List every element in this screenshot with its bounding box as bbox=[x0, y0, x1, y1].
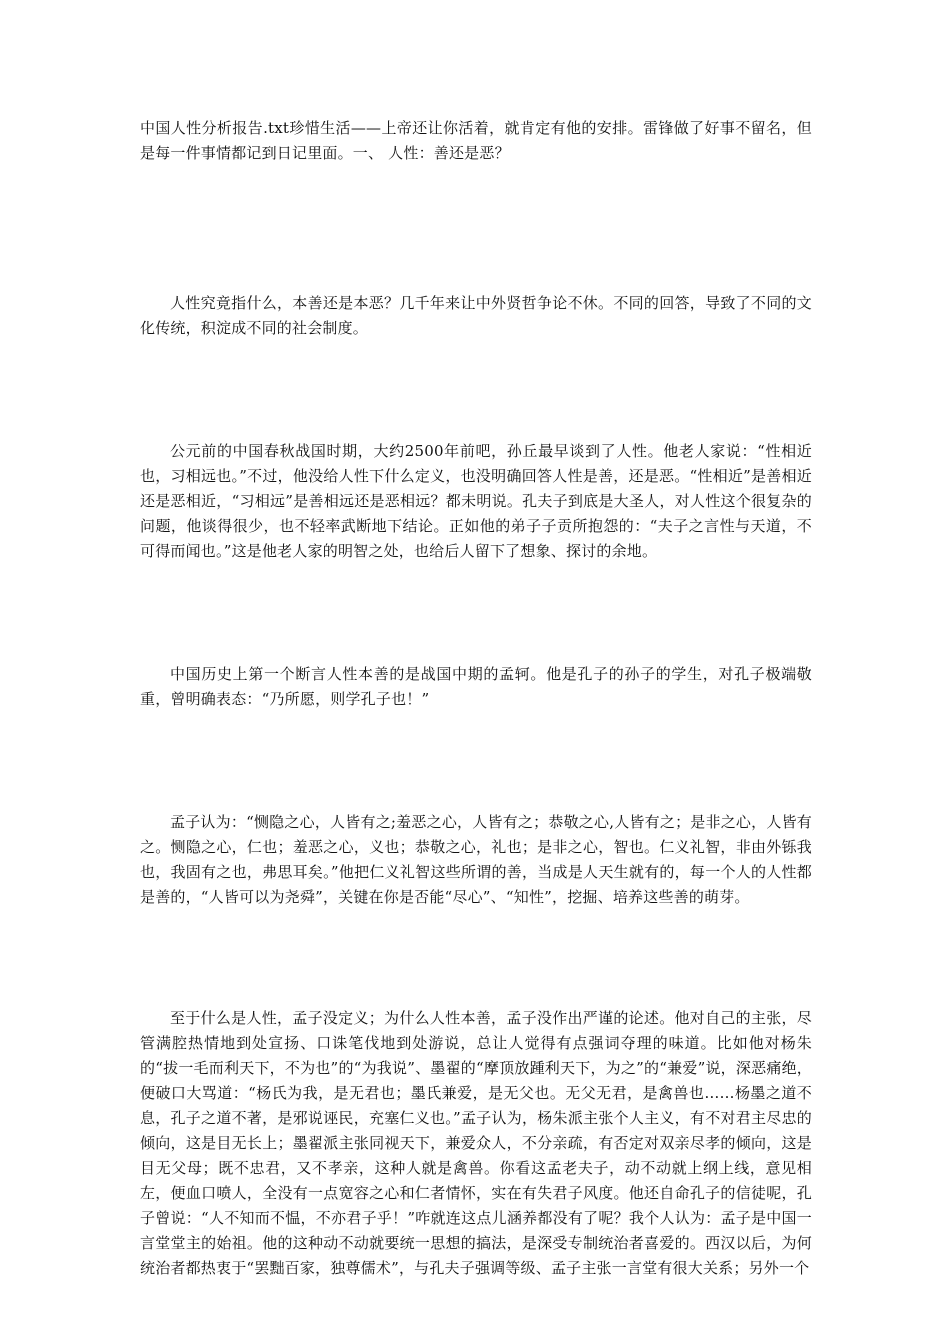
paragraph-human-nature-question: 人性究竟指什么，本善还是本恶？几千年来让中外贤哲争论不休。不同的回答，导致了不同的文化传统，积淀成不同的社会制度。 bbox=[140, 294, 812, 337]
paragraph-mencius-intro: 中国历史上第一个断言人性本善的是战国中期的孟轲。他是孔子的孙子的学生，对孔子极端敬重，曾明确表态：“乃所愿，则学孔子也！” bbox=[140, 665, 812, 708]
paragraph-title-intro: 中国人性分析报告.txt珍惜生活——上帝还让你活着，就肯定有他的安排。雷锋做了好事不留名，但是每一件事情都记到日记里面。一、 人性：善还是恶？ bbox=[140, 119, 812, 162]
paragraph-confucius: 公元前的中国春秋战国时期，大约2500年前吧，孙丘最早谈到了人性。他老人家说：“性相近也，习相远也。”不过，他没给人性下什么定义，也没明确回答人性是善，还是恶。“性相近”是善相近还是恶相近，“习相远”是善相远还是恶相远？都未明说。孔夫子到底是大圣人，对人性这个很复杂的问题，他谈得很少，也不轻率武断地下结论。正如他的弟子子贡所抱怨的：“夫子之言性与天道，不可得而闻也。”这是他老人家的明智之处，也给后人留下了想象、探讨的余地。 bbox=[140, 442, 812, 560]
paragraph-mencius-view: 孟子认为：“恻隐之心，人皆有之;羞恶之心，人皆有之；恭敬之心,人皆有之；是非之心，人皆有之。恻隐之心，仁也；羞恶之心，义也；恭敬之心，礼也；是非之心，智也。仁义礼智，非由外铄我也，我固有之也，弗思耳矣。”他把仁义礼智这些所谓的善，当成是人天生就有的，每一个人的人性都是善的，“人皆可以为尧舜”，关键在你是否能“尽心”、“知性”，挖掘、培养这些善的萌芽。 bbox=[140, 813, 812, 906]
paragraph-critique: 至于什么是人性，孟子没定义；为什么人性本善，孟子没作出严谨的论述。他对自己的主张，尽管满腔热情地到处宣扬、口诛笔伐地到处游说，总让人觉得有点强词夺理的味道。比如他对杨朱的“拔一毛而利天下，不为也”的“为我说”、墨翟的“摩顶放踵利天下，为之”的“兼爱”说，深恶痛绝，便破口大骂道：“杨氏为我，是无君也；墨氏兼爱，是无父也。无父无君，是禽兽也……杨墨之道不息，孔子之道不著，是邪说诬民，充塞仁义也。”孟子认为，杨朱派主张个人主义，有不对君主尽忠的倾向，这是目无长上；墨翟派主张同视天下，兼爱众人，不分亲疏，有否定对双亲尽孝的倾向，这是目无父母；既不忠君，又不孝亲，这种人就是禽兽。你看这孟老夫子，动不动就上纲上线，意见相左，便血口喷人，全没有一点宽容之心和仁者情怀，实在有失君子风度。他还自命孔子的信徒呢，孔子曾说：“人不知而不愠，不亦君子乎！”咋就连这点儿涵养都没有了呢？我个人认为：孟子是中国一言堂堂主的始祖。他的这种动不动就要统一思想的搞法，是深受专制统治者喜爱的。西汉以后，为何统治者都热衷于“罢黜百家，独尊儒术”，与孔夫子强调等级、孟子主张一言堂有很大关系；另外一个 bbox=[140, 1009, 812, 1277]
document-body bbox=[140, 116, 812, 1281]
